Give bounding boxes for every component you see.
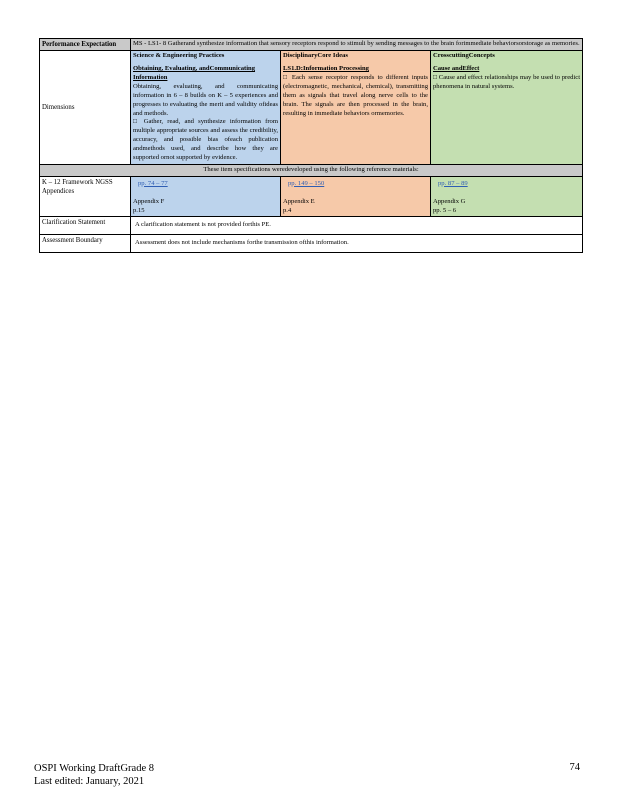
- performance-expectation-table: [39, 38, 583, 253]
- dci-heading: DisciplinaryCore Ideas: [283, 52, 348, 60]
- ccc-cell: [431, 51, 583, 165]
- pe-row: [40, 39, 583, 51]
- dci-subheading: LS1.D:Information Processing: [283, 65, 369, 73]
- clarification-label: Clarification Statement: [40, 217, 131, 235]
- ccc-page: pp. 5 – 6: [433, 206, 457, 214]
- ccc-heading: CrosscuttingConcepts: [433, 52, 495, 60]
- footer-line-2: Last edited: January, 2021: [34, 776, 145, 788]
- sep-cell: [131, 51, 281, 165]
- ccc-subheading: Cause andEffect: [433, 65, 480, 73]
- sep-bullet: □ Gather, read, and synthesize information from multiple appropriate sources and assess the credibility, accuracy, and possible bias ofeach publication andmethods used, and describe how they are supported ornot supported by evidence.: [133, 118, 278, 161]
- clarification-row: [40, 217, 583, 235]
- ccc-pages-link[interactable]: pp. 87 – 89: [438, 179, 468, 187]
- footer: [34, 762, 154, 788]
- footer-line-1: OSPI Working DraftGrade 8: [34, 763, 154, 774]
- dimensions-label: Dimensions: [40, 51, 131, 165]
- dci-bullet: □ Each sense receptor responds to different inputs (electromagnetic, mechanical, chemical), transmitting them as signals that travel along nerve cells to the brain. The signals are then processed in the brain, resulting in immediate behaviors ormemories.: [283, 73, 428, 117]
- pe-text: MS - LS1- 8 Gatherand synthesize information that sensory receptors respond to stimuli by sending messages to the brain forimmediate behaviorsorstorage as memories.: [131, 39, 583, 51]
- dci-reference-cell: [281, 176, 431, 217]
- sep-appendix: Appendix F: [133, 197, 165, 205]
- sep-page: p.15: [133, 206, 145, 214]
- clarification-text: A clarification statement is not provided forthis PE.: [131, 217, 583, 235]
- sep-heading: Science & Engineering Practices: [133, 52, 225, 60]
- dimensions-row: [40, 51, 583, 165]
- boundary-label: Assessment Boundary: [40, 235, 131, 253]
- reference-note-row: [40, 164, 583, 176]
- reference-note: These item specifications weredeveloped using the following reference materials:: [40, 164, 583, 176]
- dci-cell: [281, 51, 431, 165]
- page-number: 74: [569, 762, 580, 773]
- sep-paragraph: Obtaining, evaluating, and communicating information in 6 – 8 builds on K – 5 experiences and progresses to evaluating the merit and validity ofideas and methods.: [133, 82, 278, 117]
- boundary-text: Assessment does not include mechanisms forthe transmission ofthis information.: [131, 235, 583, 253]
- ccc-appendix: Appendix G: [433, 197, 466, 205]
- boundary-row: [40, 235, 583, 253]
- sep-reference-cell: [131, 176, 281, 217]
- dci-pages-link[interactable]: pp. 149 – 150: [288, 179, 325, 187]
- references-row: [40, 176, 583, 217]
- sep-pages-link[interactable]: pp. 74 – 77: [138, 179, 168, 187]
- pe-label: Performance Expectation: [40, 39, 131, 51]
- dci-appendix: Appendix E: [283, 197, 315, 205]
- references-label: K – 12 Framework NGSS Appendices: [40, 176, 131, 217]
- ccc-bullet: □ Cause and effect relationships may be used to predict phenomena in natural systems.: [433, 73, 581, 90]
- ccc-reference-cell: [431, 176, 583, 217]
- sep-subheading: Obtaining, Evaluating, andCommunicating Information: [133, 65, 256, 81]
- dci-page: p.4: [283, 206, 292, 214]
